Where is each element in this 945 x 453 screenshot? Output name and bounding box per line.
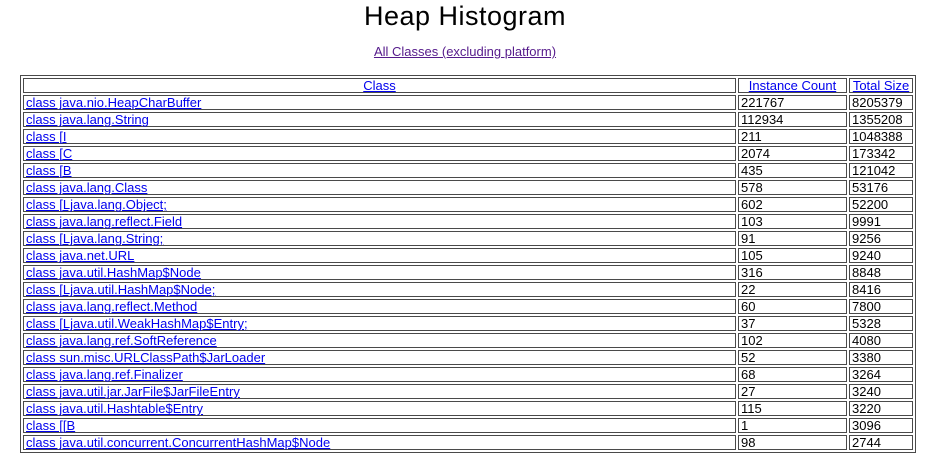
class-cell <box>23 299 736 314</box>
class-link[interactable]: class java.net.URL <box>26 248 135 263</box>
instance-count-sort-link[interactable]: Instance Count <box>748 78 837 93</box>
heap-histogram-page <box>0 1 945 450</box>
instance-count-cell: 37 <box>738 316 847 331</box>
instance-count-cell: 98 <box>738 435 847 450</box>
table-row <box>23 163 913 178</box>
table-row <box>23 180 913 195</box>
table-row <box>23 333 913 348</box>
table-row <box>23 316 913 331</box>
total-size-cell: 4080 <box>849 333 913 348</box>
instance-count-cell: 103 <box>738 214 847 229</box>
instance-count-cell: 27 <box>738 384 847 399</box>
total-size-cell: 3240 <box>849 384 913 399</box>
class-cell <box>23 214 736 229</box>
all-classes-link[interactable]: All Classes (excluding platform) <box>373 44 557 59</box>
instance-count-cell: 52 <box>738 350 847 365</box>
instance-count-cell: 91 <box>738 231 847 246</box>
class-column-header <box>23 78 736 93</box>
instance-count-cell: 105 <box>738 248 847 263</box>
instance-count-cell: 1 <box>738 418 847 433</box>
total-size-sort-link[interactable]: Total Size <box>852 78 910 93</box>
table-row <box>23 129 913 144</box>
class-cell <box>23 333 736 348</box>
table-row <box>23 350 913 365</box>
class-link[interactable]: class java.lang.Class <box>26 180 148 195</box>
instance-count-cell: 2074 <box>738 146 847 161</box>
page-title: Heap Histogram <box>363 1 567 31</box>
class-link[interactable]: class [C <box>26 146 73 161</box>
class-cell <box>23 180 736 195</box>
table-row <box>23 231 913 246</box>
instance-count-cell: 602 <box>738 197 847 212</box>
total-size-cell: 121042 <box>849 163 913 178</box>
class-link[interactable]: class sun.misc.URLClassPath$JarLoader <box>26 350 266 365</box>
class-cell <box>23 384 736 399</box>
instance-count-column-header <box>738 78 847 93</box>
instance-count-cell: 578 <box>738 180 847 195</box>
total-size-cell: 1048388 <box>849 129 913 144</box>
class-cell <box>23 129 736 144</box>
class-cell <box>23 401 736 416</box>
table-row <box>23 95 913 110</box>
total-size-cell: 53176 <box>849 180 913 195</box>
class-link[interactable]: class java.util.HashMap$Node <box>26 265 201 280</box>
total-size-column-header <box>849 78 913 93</box>
class-cell <box>23 197 736 212</box>
total-size-cell: 7800 <box>849 299 913 314</box>
page-content <box>0 1 910 453</box>
heap-histogram-table <box>20 75 916 453</box>
class-cell <box>23 248 736 263</box>
table-row <box>23 299 913 314</box>
class-cell <box>23 112 736 127</box>
class-cell <box>23 265 736 280</box>
class-link[interactable]: class java.util.Hashtable$Entry <box>26 401 204 416</box>
header-row <box>23 78 913 93</box>
total-size-cell: 8416 <box>849 282 913 297</box>
instance-count-cell: 316 <box>738 265 847 280</box>
total-size-cell: 2744 <box>849 435 913 450</box>
table-row <box>23 282 913 297</box>
class-cell <box>23 435 736 450</box>
class-cell <box>23 231 736 246</box>
class-link[interactable]: class [[B <box>26 418 76 433</box>
class-link[interactable]: class java.lang.reflect.Method <box>26 299 198 314</box>
table-row <box>23 367 913 382</box>
total-size-cell: 52200 <box>849 197 913 212</box>
table-row <box>23 248 913 263</box>
table-row <box>23 214 913 229</box>
table-row <box>23 112 913 127</box>
total-size-cell: 5328 <box>849 316 913 331</box>
class-sort-link[interactable]: Class <box>363 78 396 93</box>
instance-count-cell: 115 <box>738 401 847 416</box>
instance-count-cell: 60 <box>738 299 847 314</box>
class-cell <box>23 316 736 331</box>
heap-table-body <box>23 95 913 450</box>
class-cell <box>23 95 736 110</box>
total-size-cell: 1355208 <box>849 112 913 127</box>
class-link[interactable]: class [Ljava.util.WeakHashMap$Entry; <box>26 316 248 331</box>
class-link[interactable]: class [B <box>26 163 72 178</box>
total-size-cell: 9991 <box>849 214 913 229</box>
class-link[interactable]: class java.lang.ref.Finalizer <box>26 367 183 382</box>
table-row <box>23 265 913 280</box>
total-size-cell: 3220 <box>849 401 913 416</box>
table-row <box>23 435 913 450</box>
instance-count-cell: 68 <box>738 367 847 382</box>
class-link[interactable]: class java.lang.ref.SoftReference <box>26 333 217 348</box>
class-cell <box>23 282 736 297</box>
table-row <box>23 384 913 399</box>
class-cell <box>23 163 736 178</box>
table-row <box>23 418 913 433</box>
total-size-cell: 9256 <box>849 231 913 246</box>
class-link[interactable]: class java.nio.HeapCharBuffer <box>26 95 202 110</box>
subtitle <box>20 44 910 59</box>
total-size-cell: 8205379 <box>849 95 913 110</box>
class-link[interactable]: class [Ljava.util.HashMap$Node; <box>26 282 216 297</box>
instance-count-cell: 112934 <box>738 112 847 127</box>
class-link[interactable]: class java.lang.String <box>26 112 149 127</box>
instance-count-cell: 102 <box>738 333 847 348</box>
class-cell <box>23 350 736 365</box>
class-link[interactable]: class java.util.concurrent.ConcurrentHashMap$Node <box>26 435 331 450</box>
class-link[interactable]: class [Ljava.lang.String; <box>26 231 164 246</box>
class-cell <box>23 418 736 433</box>
instance-count-cell: 22 <box>738 282 847 297</box>
total-size-cell: 173342 <box>849 146 913 161</box>
instance-count-cell: 435 <box>738 163 847 178</box>
total-size-cell: 3096 <box>849 418 913 433</box>
instance-count-cell: 221767 <box>738 95 847 110</box>
total-size-cell: 3380 <box>849 350 913 365</box>
total-size-cell: 8848 <box>849 265 913 280</box>
class-link[interactable]: class java.util.jar.JarFile$JarFileEntry <box>26 384 240 399</box>
class-cell <box>23 367 736 382</box>
class-link[interactable]: class java.lang.reflect.Field <box>26 214 183 229</box>
class-cell <box>23 146 736 161</box>
class-link[interactable]: class [I <box>26 129 67 144</box>
total-size-cell: 3264 <box>849 367 913 382</box>
table-row <box>23 401 913 416</box>
class-link[interactable]: class [Ljava.lang.Object; <box>26 197 167 212</box>
instance-count-cell: 211 <box>738 129 847 144</box>
table-row <box>23 197 913 212</box>
table-row <box>23 146 913 161</box>
total-size-cell: 9240 <box>849 248 913 263</box>
